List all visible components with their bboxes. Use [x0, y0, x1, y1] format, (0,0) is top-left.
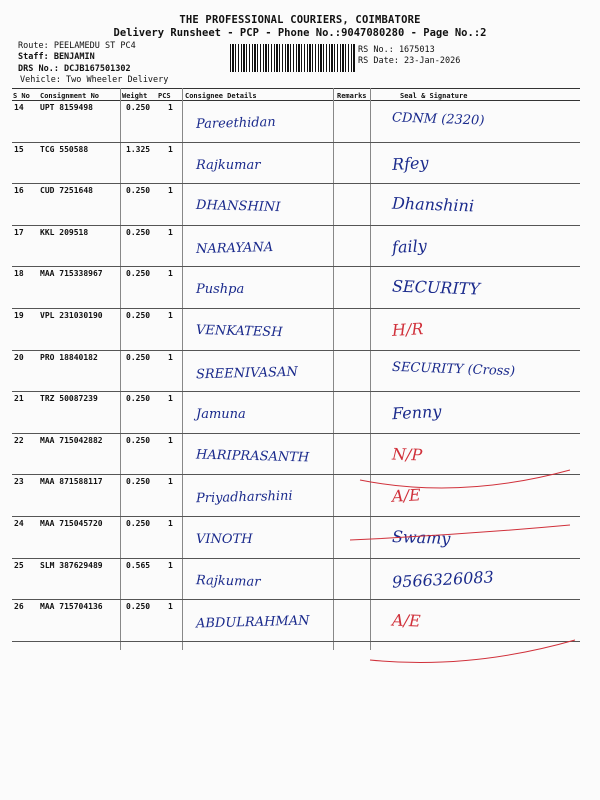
barcode-image [230, 44, 355, 72]
row-consignment-no: UPT 8159498 [40, 103, 93, 112]
row-consignee-handwritten: NARAYANA [195, 239, 274, 257]
row-weight: 0.250 [126, 477, 151, 487]
row-consignee-handwritten: DHANSHINI [195, 198, 281, 216]
vehicle-label: Vehicle: Two Wheeler Delivery [20, 75, 169, 85]
row-pcs: 1 [168, 560, 173, 570]
row-consignee-handwritten: Rajkumar [196, 157, 261, 173]
row-sno: 20 [14, 352, 24, 362]
row-sno: 22 [14, 435, 24, 445]
row-signature: 9566326083 [391, 566, 495, 592]
row-consignee-handwritten: VINOTH [196, 532, 253, 547]
row-sno: 19 [14, 311, 24, 320]
row-signature: Dhanshini [391, 193, 475, 216]
row-signature: N/P [391, 444, 423, 465]
row-weight: 0.250 [126, 435, 151, 445]
row-weight: 0.250 [126, 352, 151, 362]
row-weight: 0.565 [126, 560, 151, 570]
row-consignment-no: MAA 871588117 [40, 477, 103, 487]
row-signature: faily [391, 235, 428, 257]
company-name: THE PROFESSIONAL COURIERS, COIMBATORE [179, 14, 421, 26]
rs-date: RS Date: 23-Jan-2026 [358, 56, 461, 66]
row-divider [12, 183, 580, 184]
col-pcs-header: PCS [158, 92, 171, 100]
row-pcs: 1 [168, 311, 173, 320]
row-sno: 26 [14, 602, 24, 612]
row-signature: SECURITY [391, 276, 481, 299]
row-signature: Rfey [391, 152, 429, 174]
row-sno: 14 [14, 103, 24, 112]
row-consignee-handwritten: VENKATESH [195, 322, 283, 341]
row-pcs: 1 [168, 477, 173, 487]
col-consignment-header: Consignment No [40, 92, 100, 100]
row-sno: 15 [14, 144, 24, 154]
row-consignee-handwritten: Rajkumar [195, 572, 261, 590]
row-consignment-no: TCG 550588 [40, 144, 89, 154]
col-remarks-header: Remarks [337, 92, 367, 100]
row-sno: 21 [14, 394, 24, 404]
row-pcs: 1 [168, 394, 173, 404]
row-signature: A/E [391, 485, 422, 507]
row-consignee-handwritten: Pushpa [196, 282, 245, 298]
row-pcs: 1 [168, 352, 173, 362]
row-weight: 0.250 [126, 227, 151, 237]
row-consignment-no: SLM 387629489 [40, 560, 103, 570]
row-consignee-handwritten: Jamuna [196, 407, 246, 423]
row-pcs: 1 [168, 103, 173, 112]
row-consignment-no: CUD 7251648 [40, 186, 93, 196]
red-pen-stroke [340, 440, 580, 670]
row-consignment-no: VPL 231030190 [40, 311, 103, 320]
row-divider [12, 308, 580, 309]
row-consignment-no: TRZ 50087239 [40, 394, 98, 404]
table-top-rule [12, 88, 580, 89]
row-weight: 0.250 [126, 519, 151, 528]
row-consignment-no: PRO 18840182 [40, 352, 98, 362]
row-divider [12, 433, 580, 434]
row-sno: 24 [14, 519, 24, 528]
row-weight: 0.250 [126, 311, 151, 320]
col-seal-header: Seal & Signature [400, 92, 468, 100]
row-divider [12, 350, 580, 351]
col-consignee-header: Consignee Details [185, 92, 257, 100]
row-pcs: 1 [168, 144, 173, 154]
row-weight: 1.325 [126, 144, 151, 154]
row-signature: A/E [391, 610, 421, 631]
row-consignment-no: MAA 715045720 [40, 519, 103, 528]
row-divider [12, 225, 580, 226]
row-consignee-handwritten: SREENIVASAN [195, 364, 298, 382]
row-pcs: 1 [168, 269, 173, 279]
row-weight: 0.250 [126, 394, 151, 404]
row-signature: Swamy [391, 526, 451, 549]
row-consignee-handwritten: HARIPRASANTH [195, 447, 310, 466]
col-divider [333, 88, 334, 650]
col-weight-header: Weight [122, 92, 148, 100]
row-consignment-no: MAA 715042882 [40, 435, 103, 445]
staff-label: Staff: BENJAMIN [18, 52, 95, 62]
row-pcs: 1 [168, 227, 173, 237]
row-sno: 17 [14, 227, 24, 237]
row-sno: 25 [14, 560, 24, 570]
rs-number: RS No.: 1675013 [358, 45, 435, 55]
row-consignment-no: KKL 209518 [40, 227, 89, 237]
row-signature: H/R [391, 319, 424, 340]
col-sno-header: S No [13, 92, 30, 100]
row-consignment-no: MAA 715704136 [40, 602, 103, 612]
row-sno: 18 [14, 269, 24, 279]
row-divider [12, 142, 580, 143]
runsheet-title: Delivery Runsheet - PCP - Phone No.:9047080280 - Page No.:2 [113, 27, 487, 39]
row-divider [12, 266, 580, 267]
col-divider [120, 88, 121, 650]
row-consignee-handwritten: Priyadharshini [195, 489, 293, 507]
col-divider [182, 88, 183, 650]
table-header-rule [12, 100, 580, 101]
row-weight: 0.250 [126, 186, 151, 196]
row-sno: 16 [14, 186, 24, 196]
row-pcs: 1 [168, 519, 173, 528]
route-label: Route: PEELAMEDU ST PC4 [18, 41, 136, 51]
row-consignment-no: MAA 715338967 [40, 269, 103, 279]
row-pcs: 1 [168, 186, 173, 196]
row-weight: 0.250 [126, 103, 151, 112]
row-consignee-handwritten: Pareethidan [195, 114, 276, 133]
row-pcs: 1 [168, 602, 173, 612]
row-consignee-handwritten: ABDULRAHMAN [195, 613, 310, 632]
row-weight: 0.250 [126, 269, 151, 279]
row-pcs: 1 [168, 435, 173, 445]
row-sno: 23 [14, 477, 24, 487]
row-signature: CDNM (2320) [391, 110, 485, 129]
drs-number: DRS No.: DCJB167501302 [18, 64, 131, 74]
row-weight: 0.250 [126, 602, 151, 612]
row-divider [12, 391, 580, 392]
row-signature: Fenny [391, 401, 442, 424]
row-signature: SECURITY (Cross) [391, 359, 516, 379]
